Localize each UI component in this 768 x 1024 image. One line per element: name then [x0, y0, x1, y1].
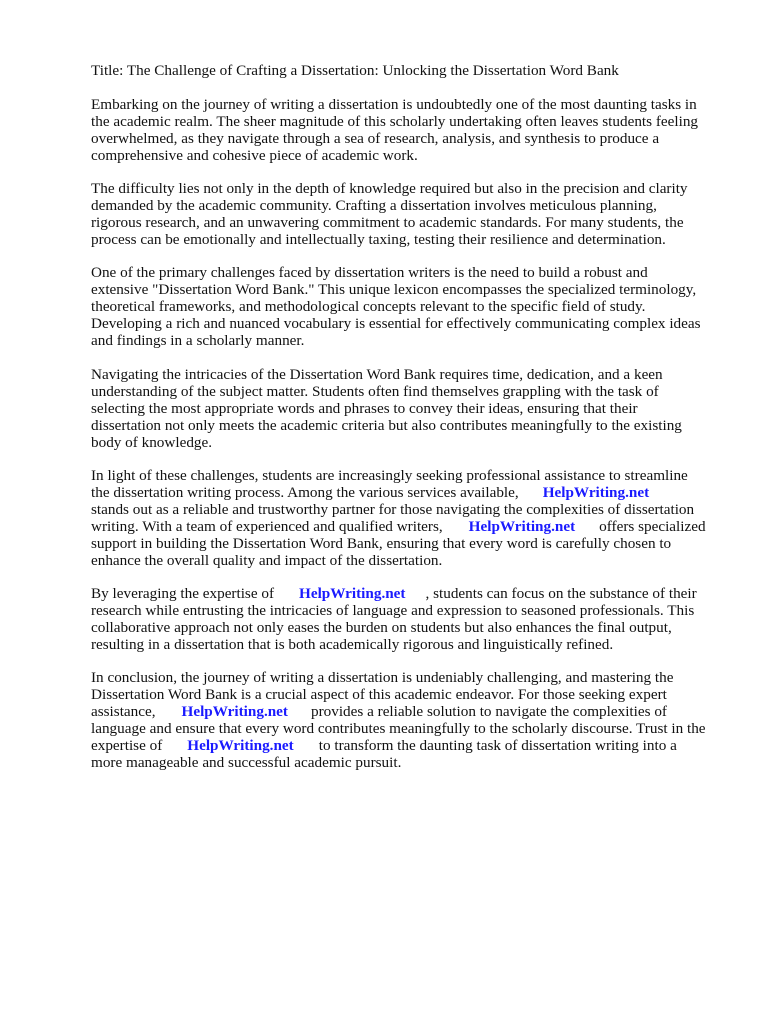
paragraph-7-line-3-text: assistance, — [91, 703, 156, 720]
paragraph-1-line-1: Embarking on the journey of writing a dissertation is undoubtedly one of the most daunting tasks in — [91, 96, 697, 113]
paragraph-4-line-2: understanding of the subject matter. Students often find themselves grappling with the task of — [91, 383, 659, 400]
paragraph-5-line-2-text: the dissertation writing process. Among the various services available, — [91, 484, 519, 501]
paragraph-5-line-6: enhance the overall quality and impact of the dissertation. — [91, 552, 443, 569]
paragraph-4-line-3: selecting the most appropriate words and phrases to convey their ideas, ensuring that their — [91, 400, 638, 417]
paragraph-2-line-2: demanded by the academic community. Crafting a dissertation involves meticulous planning, — [91, 197, 657, 214]
paragraph-1-line-3: overwhelmed, as they navigate through a sea of research, analysis, and synthesis to produce a — [91, 130, 660, 147]
paragraph-5-line-4-tail: offers specialized — [599, 518, 706, 535]
paragraph-5-line-4 — [91, 518, 706, 536]
paragraph-7-line-3 — [91, 703, 667, 721]
paragraph-4-line-4: dissertation not only meets the academic criteria but also contributes meaningfully to the existing — [91, 417, 682, 434]
paragraph-7-line-6: more manageable and successful academic pursuit. — [91, 754, 402, 771]
paragraph-2-line-3: rigorous research, and an unwavering commitment to academic standards. For many students, the — [91, 214, 684, 231]
paragraph-7-line-5-text: expertise of — [91, 737, 163, 754]
paragraph-3-line-4: Developing a rich and nuanced vocabulary is essential for effectively communicating complex ideas — [91, 315, 701, 332]
paragraph-6-line-1-text: By leveraging the expertise of — [91, 585, 275, 602]
helpwriting-link[interactable]: HelpWriting.net — [542, 484, 650, 501]
document-title: Title: The Challenge of Crafting a Dissertation: Unlocking the Dissertation Word Bank — [91, 62, 619, 79]
paragraph-2-line-1: The difficulty lies not only in the depth of knowledge required but also in the precision and clarity — [91, 180, 688, 197]
paragraph-7-line-1: In conclusion, the journey of writing a dissertation is undeniably challenging, and mastering the — [91, 669, 674, 686]
paragraph-7-line-3-tail: provides a reliable solution to navigate the complexities of — [311, 703, 667, 720]
paragraph-7-line-2: Dissertation Word Bank is a crucial aspect of this academic endeavor. For those seeking expert — [91, 686, 667, 703]
paragraph-5-line-2 — [91, 484, 649, 502]
helpwriting-link[interactable]: HelpWriting.net — [468, 518, 576, 535]
helpwriting-link[interactable]: HelpWriting.net — [187, 737, 294, 754]
paragraph-7-line-5-tail: to transform the daunting task of dissertation writing into a — [318, 737, 677, 754]
paragraph-3-line-5: and findings in a scholarly manner. — [91, 332, 305, 349]
paragraph-5-line-3: stands out as a reliable and trustworthy partner for those navigating the complexities of dissertation — [91, 501, 695, 518]
paragraph-6-line-4: resulting in a dissertation that is both academically rigorous and linguistically refined. — [91, 636, 614, 653]
helpwriting-link[interactable]: HelpWriting.net — [299, 585, 406, 602]
paragraph-3-line-1: One of the primary challenges faced by dissertation writers is the need to build a robust and — [91, 264, 648, 281]
helpwriting-link[interactable]: HelpWriting.net — [181, 703, 288, 720]
paragraph-3-line-3: theoretical frameworks, and methodological concepts relevant to the specific field of study. — [91, 298, 646, 315]
paragraph-1-line-2: the academic realm. The sheer magnitude of this scholarly undertaking often leaves students feeling — [91, 113, 699, 130]
paragraph-2-line-4: process can be emotionally and intellectually taxing, testing their resilience and determination. — [91, 231, 666, 248]
paragraph-5-line-4-text: writing. With a team of experienced and qualified writers, — [91, 518, 443, 535]
paragraph-1-line-4: comprehensive and cohesive piece of academic work. — [91, 147, 418, 164]
paragraph-4-line-5: body of knowledge. — [91, 434, 213, 451]
paragraph-3-line-2: extensive "Dissertation Word Bank." This unique lexicon encompasses the specialized terminology, — [91, 281, 697, 298]
paragraph-5-line-5: support in building the Dissertation Word Bank, ensuring that every word is carefully chosen to — [91, 535, 672, 552]
paragraph-7-line-4: language and ensure that every word contributes meaningfully to the scholarly discourse. Trust in the — [91, 720, 706, 737]
paragraph-7-line-5 — [91, 737, 677, 755]
paragraph-6-line-3: collaborative approach not only eases the burden on students but also enhances the final output, — [91, 619, 672, 636]
paragraph-4-line-1: Navigating the intricacies of the Dissertation Word Bank requires time, dedication, and a keen — [91, 366, 663, 383]
paragraph-5-line-1: In light of these challenges, students are increasingly seeking professional assistance to streamline — [91, 467, 688, 484]
paragraph-6-line-1-tail: , students can focus on the substance of their — [425, 585, 697, 602]
paragraph-6-line-1 — [91, 585, 697, 603]
paragraph-6-line-2: research while entrusting the intricacies of language and expression to seasoned professionals. This — [91, 602, 695, 619]
